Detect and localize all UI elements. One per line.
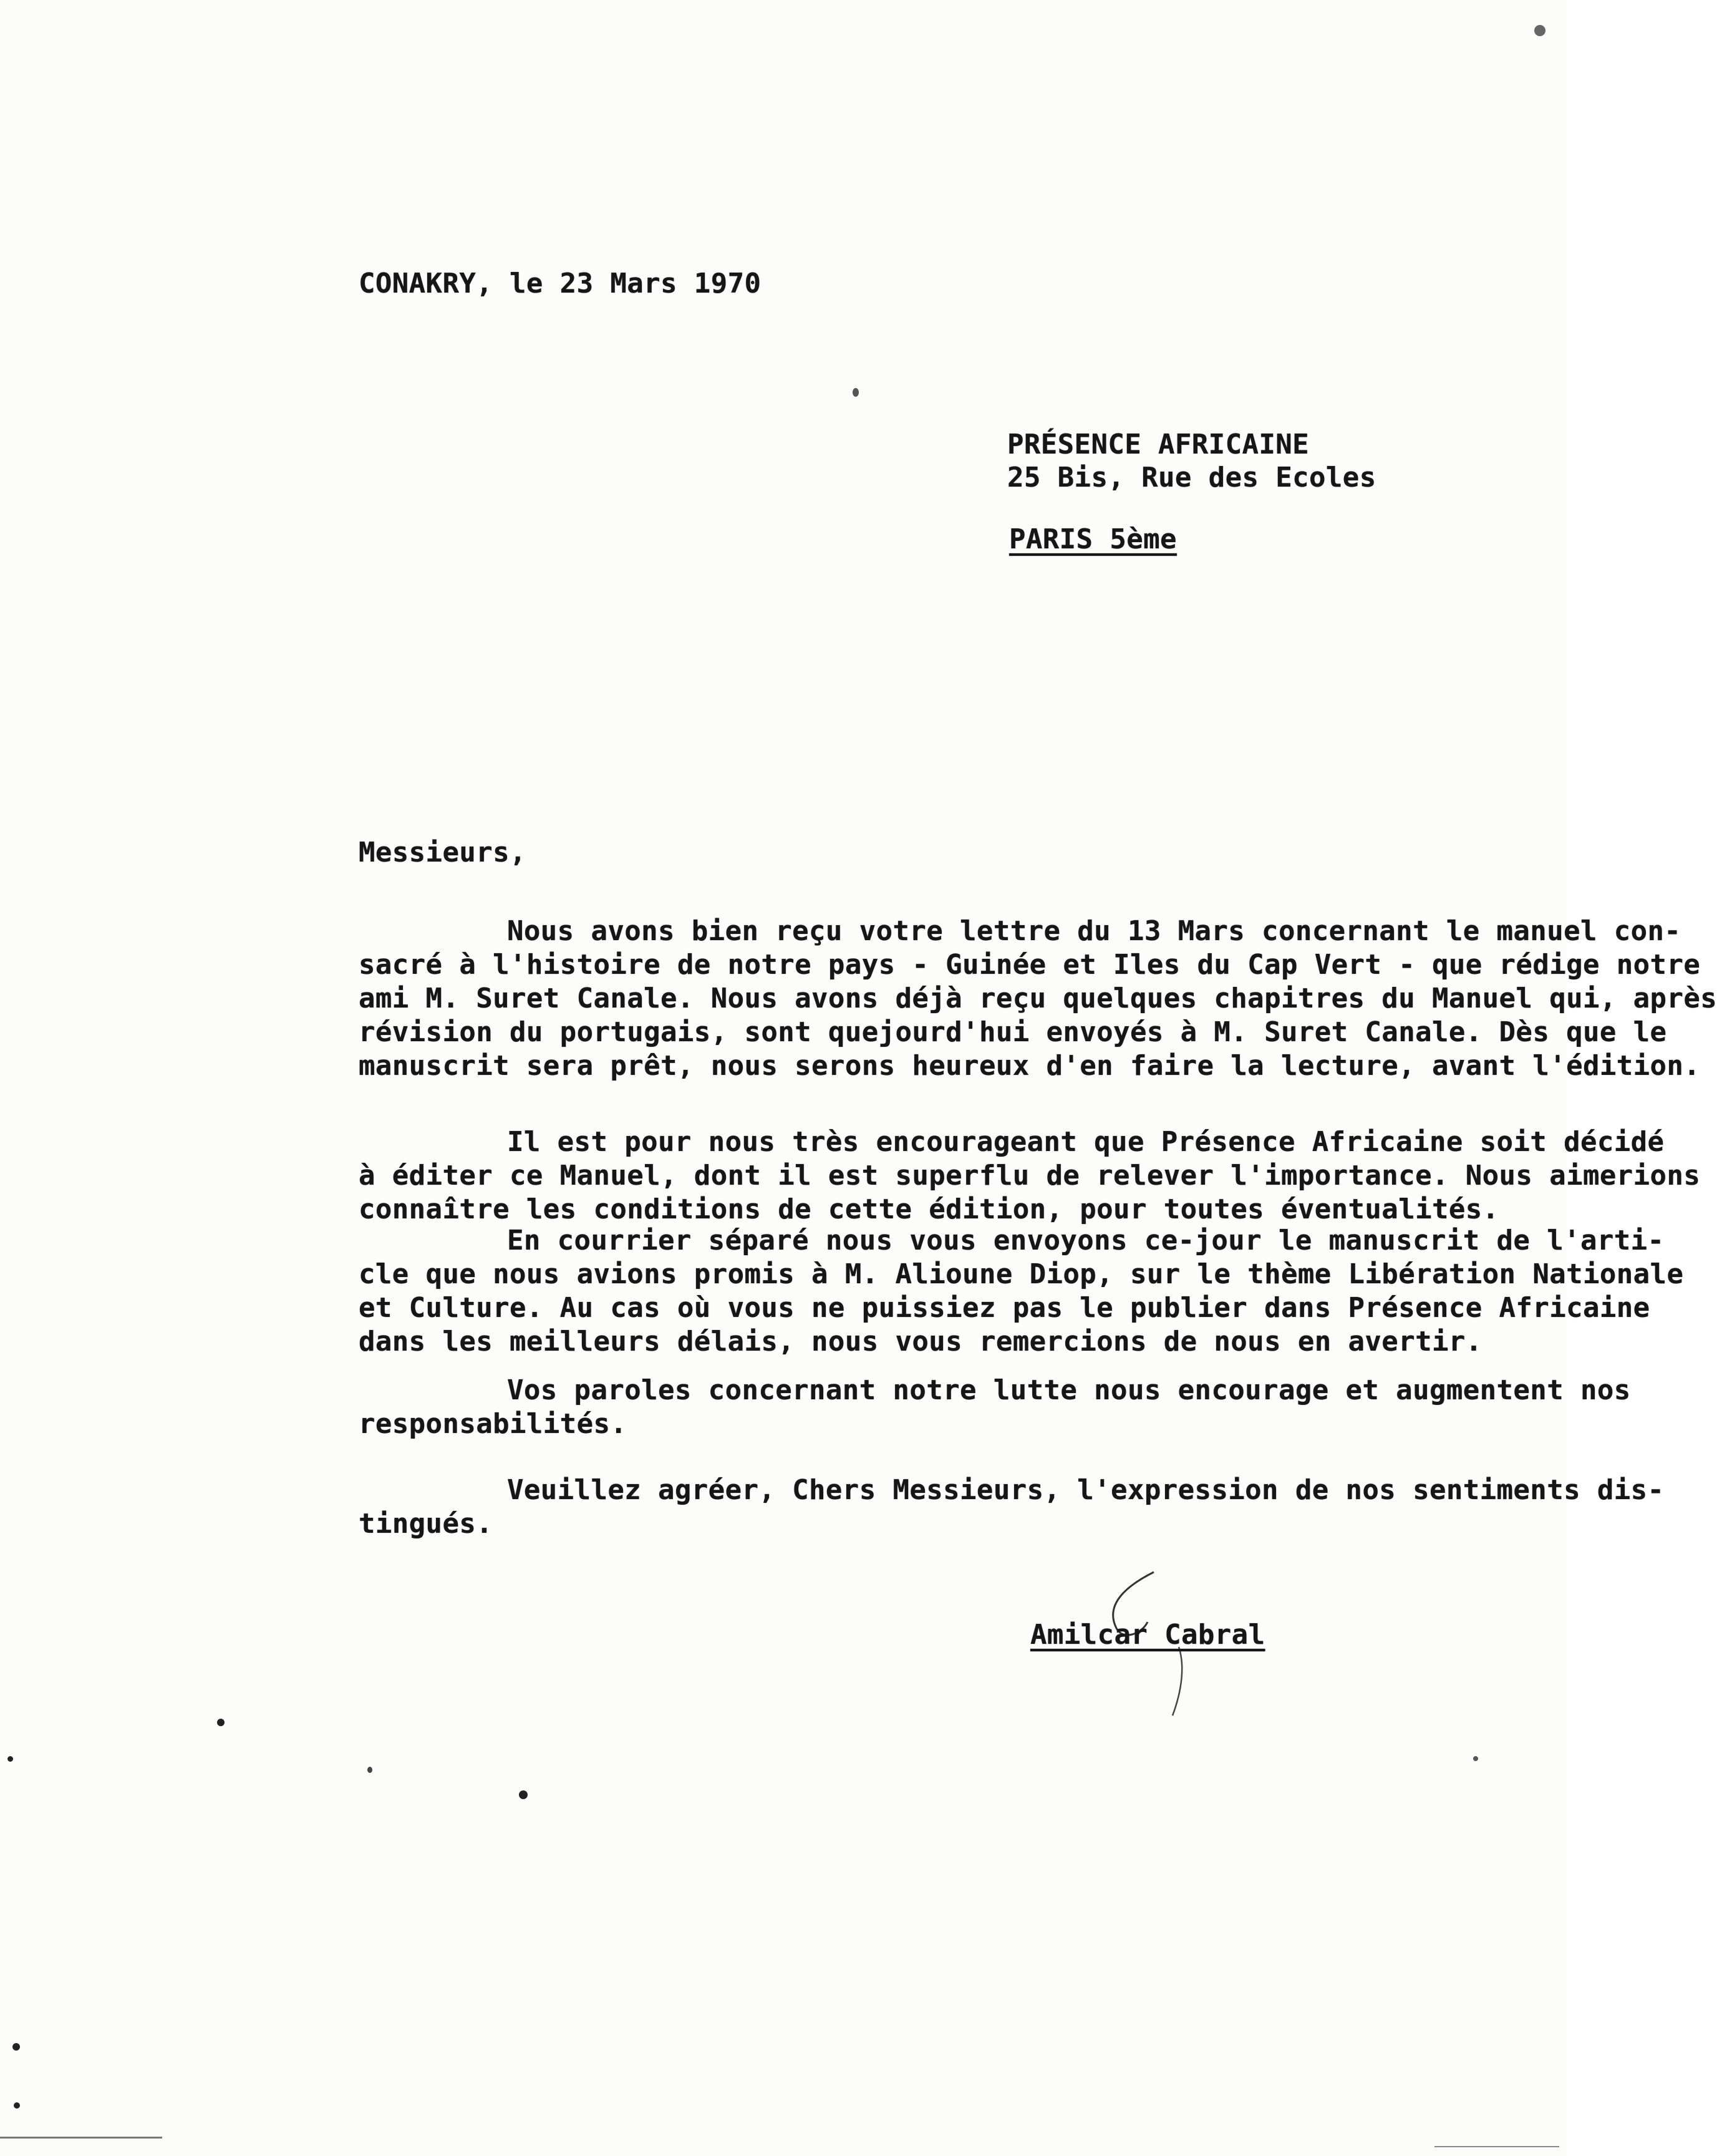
paragraph-3	[359, 1224, 1683, 1359]
scan-speck	[367, 1767, 372, 1773]
addressee-block	[1007, 428, 1376, 494]
paragraph-line: Veuillez agréer, Chers Messieurs, l'expression de nos sentiments dis-	[507, 1474, 1665, 1506]
scan-speck	[14, 2102, 20, 2109]
paragraph-line: responsabilités.	[359, 1408, 627, 1440]
paragraph-5	[359, 1474, 1664, 1541]
paragraph-line: révision du portugais, sont quejourd'hui envoyés à M. Suret Canale. Dès que le	[359, 1016, 1667, 1048]
paragraph-line: tingués.	[359, 1508, 493, 1540]
paragraph-line: sacré à l'histoire de notre pays - Guinée et Iles du Cap Vert - que rédige notre	[359, 949, 1701, 981]
addressee-city: PARIS 5ème	[1009, 523, 1177, 555]
paragraph-line: à éditer ce Manuel, dont il est superflu de relever l'importance. Nous aimerions	[359, 1160, 1701, 1192]
paragraph-4	[359, 1374, 1631, 1441]
addressee-street: 25 Bis, Rue des Ecoles	[1007, 462, 1376, 493]
addressee-name: PRÉSENCE AFRICAINE	[1007, 429, 1310, 460]
signature-name: Amilcar Cabral	[1030, 1619, 1265, 1651]
paragraph-line: cle que nous avions promis à M. Alioune Diop, sur le thème Libération Nationale	[359, 1258, 1684, 1290]
paragraph-line: dans les meilleurs délais, nous vous remercions de nous en avertir.	[359, 1326, 1482, 1357]
dateline: CONAKRY, le 23 Mars 1970	[359, 268, 762, 299]
paragraph-line: Vos paroles concernant notre lutte nous encourage et augmentent nos	[507, 1374, 1631, 1406]
scan-speck	[1534, 25, 1545, 36]
salutation: Messieurs,	[359, 837, 526, 868]
paragraph-line: Il est pour nous très encourageant que Présence Africaine soit décidé	[507, 1126, 1665, 1158]
paragraph-line: En courrier séparé nous vous envoyons ce-jour le manuscrit de l'arti-	[507, 1225, 1665, 1256]
scan-speck	[1473, 1756, 1478, 1761]
paragraph-line: manuscrit sera prêt, nous serons heureux d'en faire la lecture, avant l'édition.	[359, 1050, 1701, 1082]
paragraph-line: ami M. Suret Canale. Nous avons déjà reçu quelques chapitres du Manuel qui, après	[359, 983, 1717, 1014]
scan-scratch	[1434, 2146, 1559, 2147]
scan-speck	[519, 1790, 528, 1799]
scan-speck	[12, 2043, 20, 2051]
paragraph-line: connaître les conditions de cette édition, pour toutes éventualités.	[359, 1193, 1499, 1225]
paragraph-line: Nous avons bien reçu votre lettre du 13 Mars concernant le manuel con-	[507, 915, 1681, 947]
scan-speck	[217, 1719, 225, 1726]
paragraph-1	[359, 915, 1717, 1083]
scan-speck	[853, 388, 859, 397]
paragraph-2	[359, 1125, 1700, 1226]
scan-scratch	[0, 2137, 162, 2139]
paragraph-line: et Culture. Au cas où vous ne puissiez pas le publier dans Présence Africaine	[359, 1292, 1650, 1324]
scan-speck	[7, 1756, 13, 1762]
